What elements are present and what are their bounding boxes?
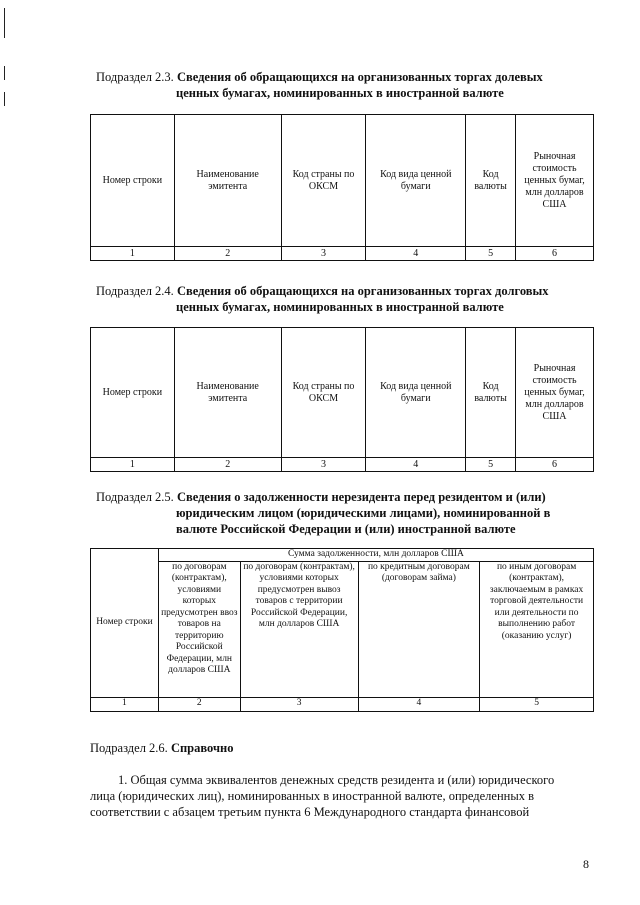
column-number: 2 xyxy=(174,247,281,261)
header-cell: Наименование эмитента xyxy=(174,115,281,247)
subsection-label: Подраздел 2.4. xyxy=(96,284,174,298)
subsection-title: Сведения об обращающихся на организованных торгах долговых xyxy=(176,284,549,298)
scan-edge-mark xyxy=(4,66,5,80)
subsection-title-continued: юридическим лицом (юридическими лицами), номинированной в xyxy=(176,506,551,520)
group-header-cell: Сумма задолженности, млн долларов США xyxy=(158,549,593,562)
subsection-title-continued: ценных бумагах, номинированных в иностранной валюте xyxy=(176,300,504,314)
column-number: 1 xyxy=(91,458,175,472)
column-number: 6 xyxy=(516,458,594,472)
subsection-label: Подраздел 2.5. xyxy=(96,490,174,504)
column-number: 4 xyxy=(358,697,480,711)
column-number: 3 xyxy=(240,697,358,711)
header-cell: Код вида ценной бумаги xyxy=(366,115,466,247)
subsection-label: Подраздел 2.3. xyxy=(96,70,174,84)
column-number: 5 xyxy=(466,458,516,472)
column-number: 4 xyxy=(366,458,466,472)
column-number: 1 xyxy=(91,697,159,711)
header-cell: Код вида ценной бумаги xyxy=(366,328,466,458)
subheader-cell: по кредитным договорам (договорам займа) xyxy=(358,561,480,697)
subheader-cell: по договорам (контрактам), условиями которых предусмотрен ввоз товаров на территорию Российской Федерации, млн долларов США xyxy=(158,561,240,697)
subsection-2-6-heading xyxy=(90,740,590,756)
column-number: 4 xyxy=(366,247,466,261)
subsection-title-continued: валюте Российской Федерации и (или) иностранной валюте xyxy=(176,522,516,536)
column-number: 2 xyxy=(174,458,281,472)
column-number: 2 xyxy=(158,697,240,711)
scan-edge-mark xyxy=(4,92,5,106)
subheader-cell: по иным договорам (контрактам), заключаемым в рамках торговой деятельности или деятельности по выполнению работ (оказанию услуг) xyxy=(480,561,594,697)
column-number-row xyxy=(91,458,594,472)
subsection-2-4-heading xyxy=(96,283,596,315)
column-number-row xyxy=(91,697,594,711)
column-number: 3 xyxy=(281,247,366,261)
subsection-2-3-heading xyxy=(96,69,596,101)
column-number: 6 xyxy=(516,247,594,261)
header-cell: Рыночная стоимость ценных бумаг, млн долларов США xyxy=(516,115,594,247)
paragraph-line: лица (юридических лиц), номинированных в иностранной валюте, определенных в xyxy=(90,789,535,803)
column-number: 3 xyxy=(281,458,366,472)
header-cell: Номер строки xyxy=(91,328,175,458)
table-group-header-row xyxy=(91,549,594,562)
table-header-row xyxy=(91,115,594,247)
subsection-title: Сведения об обращающихся на организованных торгах долевых xyxy=(176,70,543,84)
reference-paragraph xyxy=(90,772,590,820)
column-number-row xyxy=(91,247,594,261)
header-cell: Рыночная стоимость ценных бумаг, млн долларов США xyxy=(516,328,594,458)
table-2-3 xyxy=(90,114,594,261)
row-number-header: Номер строки xyxy=(91,549,159,698)
subsection-title: Справочно xyxy=(170,741,234,755)
scan-edge-mark xyxy=(4,8,5,38)
column-number: 5 xyxy=(466,247,516,261)
subsection-title: Сведения о задолженности нерезидента перед резидентом и (или) xyxy=(176,490,546,504)
table-header-row xyxy=(91,328,594,458)
subheader-cell: по договорам (контрактам), условиями которых предусмотрен вывоз товаров с территории Российской Федерации, млн долларов США xyxy=(240,561,358,697)
page-number: 8 xyxy=(583,857,589,871)
paragraph-line: соответствии с абзацем третьим пункта 6 Международного стандарта финансовой xyxy=(90,805,530,819)
column-number: 5 xyxy=(480,697,594,711)
header-cell: Код страны по ОКСМ xyxy=(281,328,366,458)
header-cell: Код валюты xyxy=(466,328,516,458)
table-2-5 xyxy=(90,548,594,712)
header-cell: Код валюты xyxy=(466,115,516,247)
header-cell: Наименование эмитента xyxy=(174,328,281,458)
header-cell: Номер строки xyxy=(91,115,175,247)
table-subheader-row xyxy=(91,561,594,697)
paragraph-line: 1. Общая сумма эквивалентов денежных средств резидента и (или) юридического xyxy=(118,773,555,787)
subsection-2-5-heading xyxy=(96,489,596,537)
subsection-label: Подраздел 2.6. xyxy=(90,741,168,755)
header-cell: Код страны по ОКСМ xyxy=(281,115,366,247)
subsection-title-continued: ценных бумагах, номинированных в иностранной валюте xyxy=(176,86,504,100)
column-number: 1 xyxy=(91,247,175,261)
table-2-4 xyxy=(90,327,594,472)
